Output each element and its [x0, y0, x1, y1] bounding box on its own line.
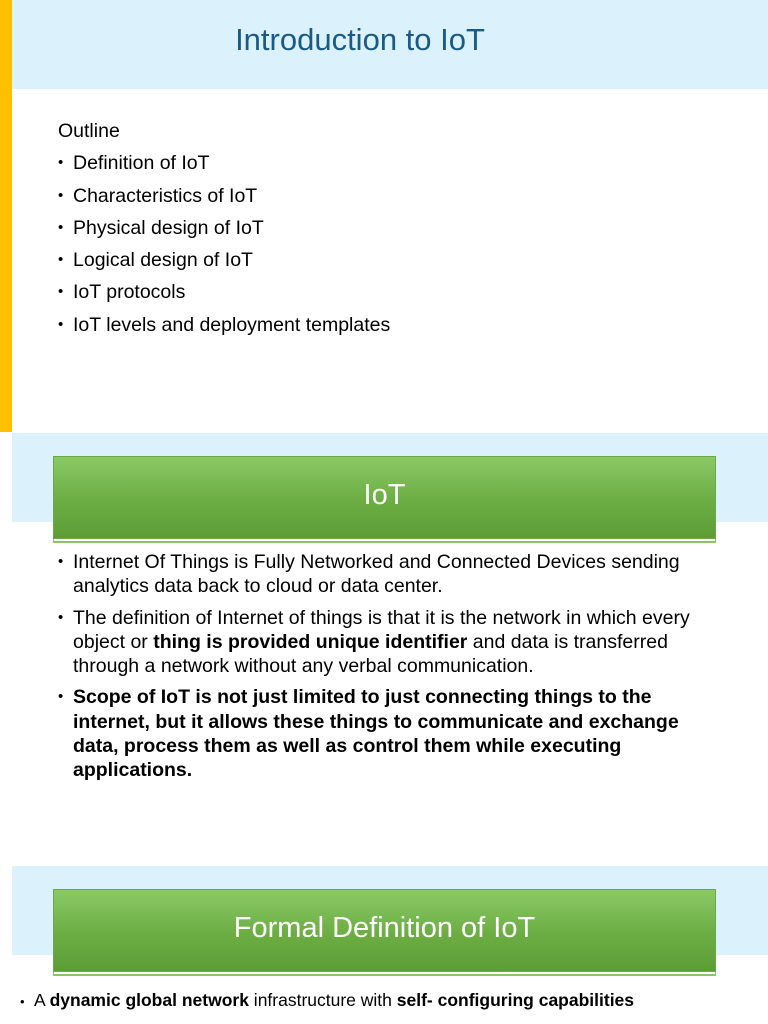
bullet-text-bold: thing is provided unique identifier	[153, 630, 468, 653]
bullet-text: A	[34, 990, 50, 1010]
formal-definition-bullet	[20, 989, 634, 1013]
outline-item: • Characteristics of IoT	[58, 180, 390, 212]
slide-title: Introduction to IoT	[235, 22, 485, 57]
iot-bullet-list	[58, 550, 708, 790]
iot-bullet-3	[58, 685, 708, 782]
bullet-text-bold: dynamic global network	[49, 990, 249, 1010]
formal-definition-header-title: Formal Definition of IoT	[233, 912, 536, 944]
bullet-text: The definition of Internet of things is that it is the network in which every object or	[73, 606, 690, 653]
formal-definition-header-box	[53, 889, 716, 972]
outline-item: • IoT protocols	[58, 276, 390, 308]
bullet-text: infrastructure with	[248, 990, 397, 1010]
bullet-text-bold: Scope of IoT is not just limited to just connecting things to the internet, but it allows these things to communicate and exchange data, process them as well as control them while executing applications.	[73, 686, 679, 782]
iot-bullet-2	[58, 606, 708, 679]
bullet-text: Internet Of Things is Fully Networked and Connected Devices sending analytics data back to cloud or data center.	[73, 551, 680, 598]
outline-heading: Outline	[58, 120, 120, 142]
outline-item: • Physical design of IoT	[58, 212, 390, 244]
accent-bar	[0, 0, 12, 432]
slide-introduction	[0, 0, 768, 432]
outline-item: • Logical design of IoT	[58, 244, 390, 276]
bullet-text: and data is transferred through a network without any verbal communication.	[73, 630, 668, 678]
iot-bullet-1	[58, 550, 708, 599]
outline-item: • Definition of IoT	[58, 147, 390, 179]
outline-list	[58, 147, 390, 341]
outline-section	[58, 115, 390, 341]
outline-item: • IoT levels and deployment templates	[58, 309, 390, 341]
iot-header-box	[53, 456, 716, 539]
bullet-icon: •	[20, 994, 25, 1009]
bullet-text-bold: self- configuring capabilities	[396, 990, 635, 1010]
iot-header-title: IoT	[363, 479, 406, 511]
